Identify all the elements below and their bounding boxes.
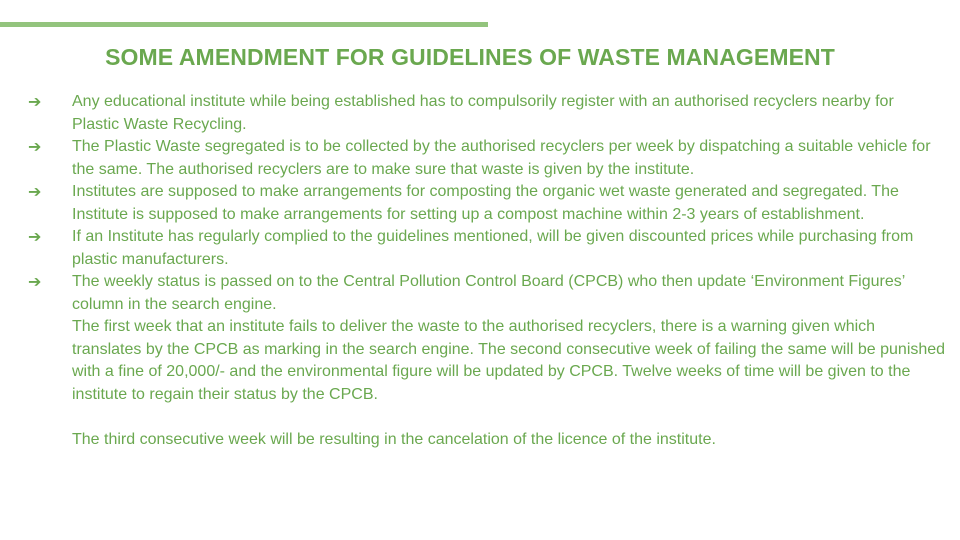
list-item-text: Institutes are supposed to make arrangements for composting the organic wet waste generated and segregated. The Institute is supposed to make arrangements for setting up a compost machine within 2-3 years of establishment. [72,183,899,223]
list-item [0,271,960,316]
top-accent-rule [0,22,488,27]
list-item-text: If an Institute has regularly complied to the guidelines mentioned, will be given discounted prices while purchasing from plastic manufacturers. [72,228,914,268]
list-item [0,136,960,181]
arrow-icon: ➔ [28,227,42,246]
list-item [0,91,960,136]
arrow-icon: ➔ [28,182,42,201]
list-item [0,226,960,271]
slide-title: SOME AMENDMENT FOR GUIDELINES OF WASTE MANAGEMENT [105,44,835,70]
list-item-text: The weekly status is passed on to the Central Pollution Control Board (CPCB) who then update ‘Environment Figures’ column in the search engine. [72,273,905,313]
penalty-paragraph: The first week that an institute fails to deliver the waste to the authorised recyclers, there is a warning given which translates by the CPCB as marking in the search engine. The second consecutive week of failing the same will be punished with a fine of 20,000/- and the environmental figure will be updated by CPCB. Twelve weeks of time will be given to the institute to regain their status by the CPCB. [72,318,946,403]
list-item [0,181,960,226]
cancellation-paragraph: The third consecutive week will be resulting in the cancelation of the licence of the institute. [72,430,716,448]
arrow-icon: ➔ [28,92,42,111]
arrow-icon: ➔ [28,137,42,156]
arrow-icon: ➔ [28,272,42,291]
list-item-text: Any educational institute while being established has to compulsorily register with an authorised recyclers nearby for Plastic Waste Recycling. [72,93,894,133]
guideline-list [0,91,960,451]
list-item-text: The Plastic Waste segregated is to be collected by the authorised recyclers per week by dispatching a suitable vehicle for the same. The authorised recyclers are to make sure that waste is given by the institute. [72,138,931,178]
paragraph-spacer [0,406,960,429]
